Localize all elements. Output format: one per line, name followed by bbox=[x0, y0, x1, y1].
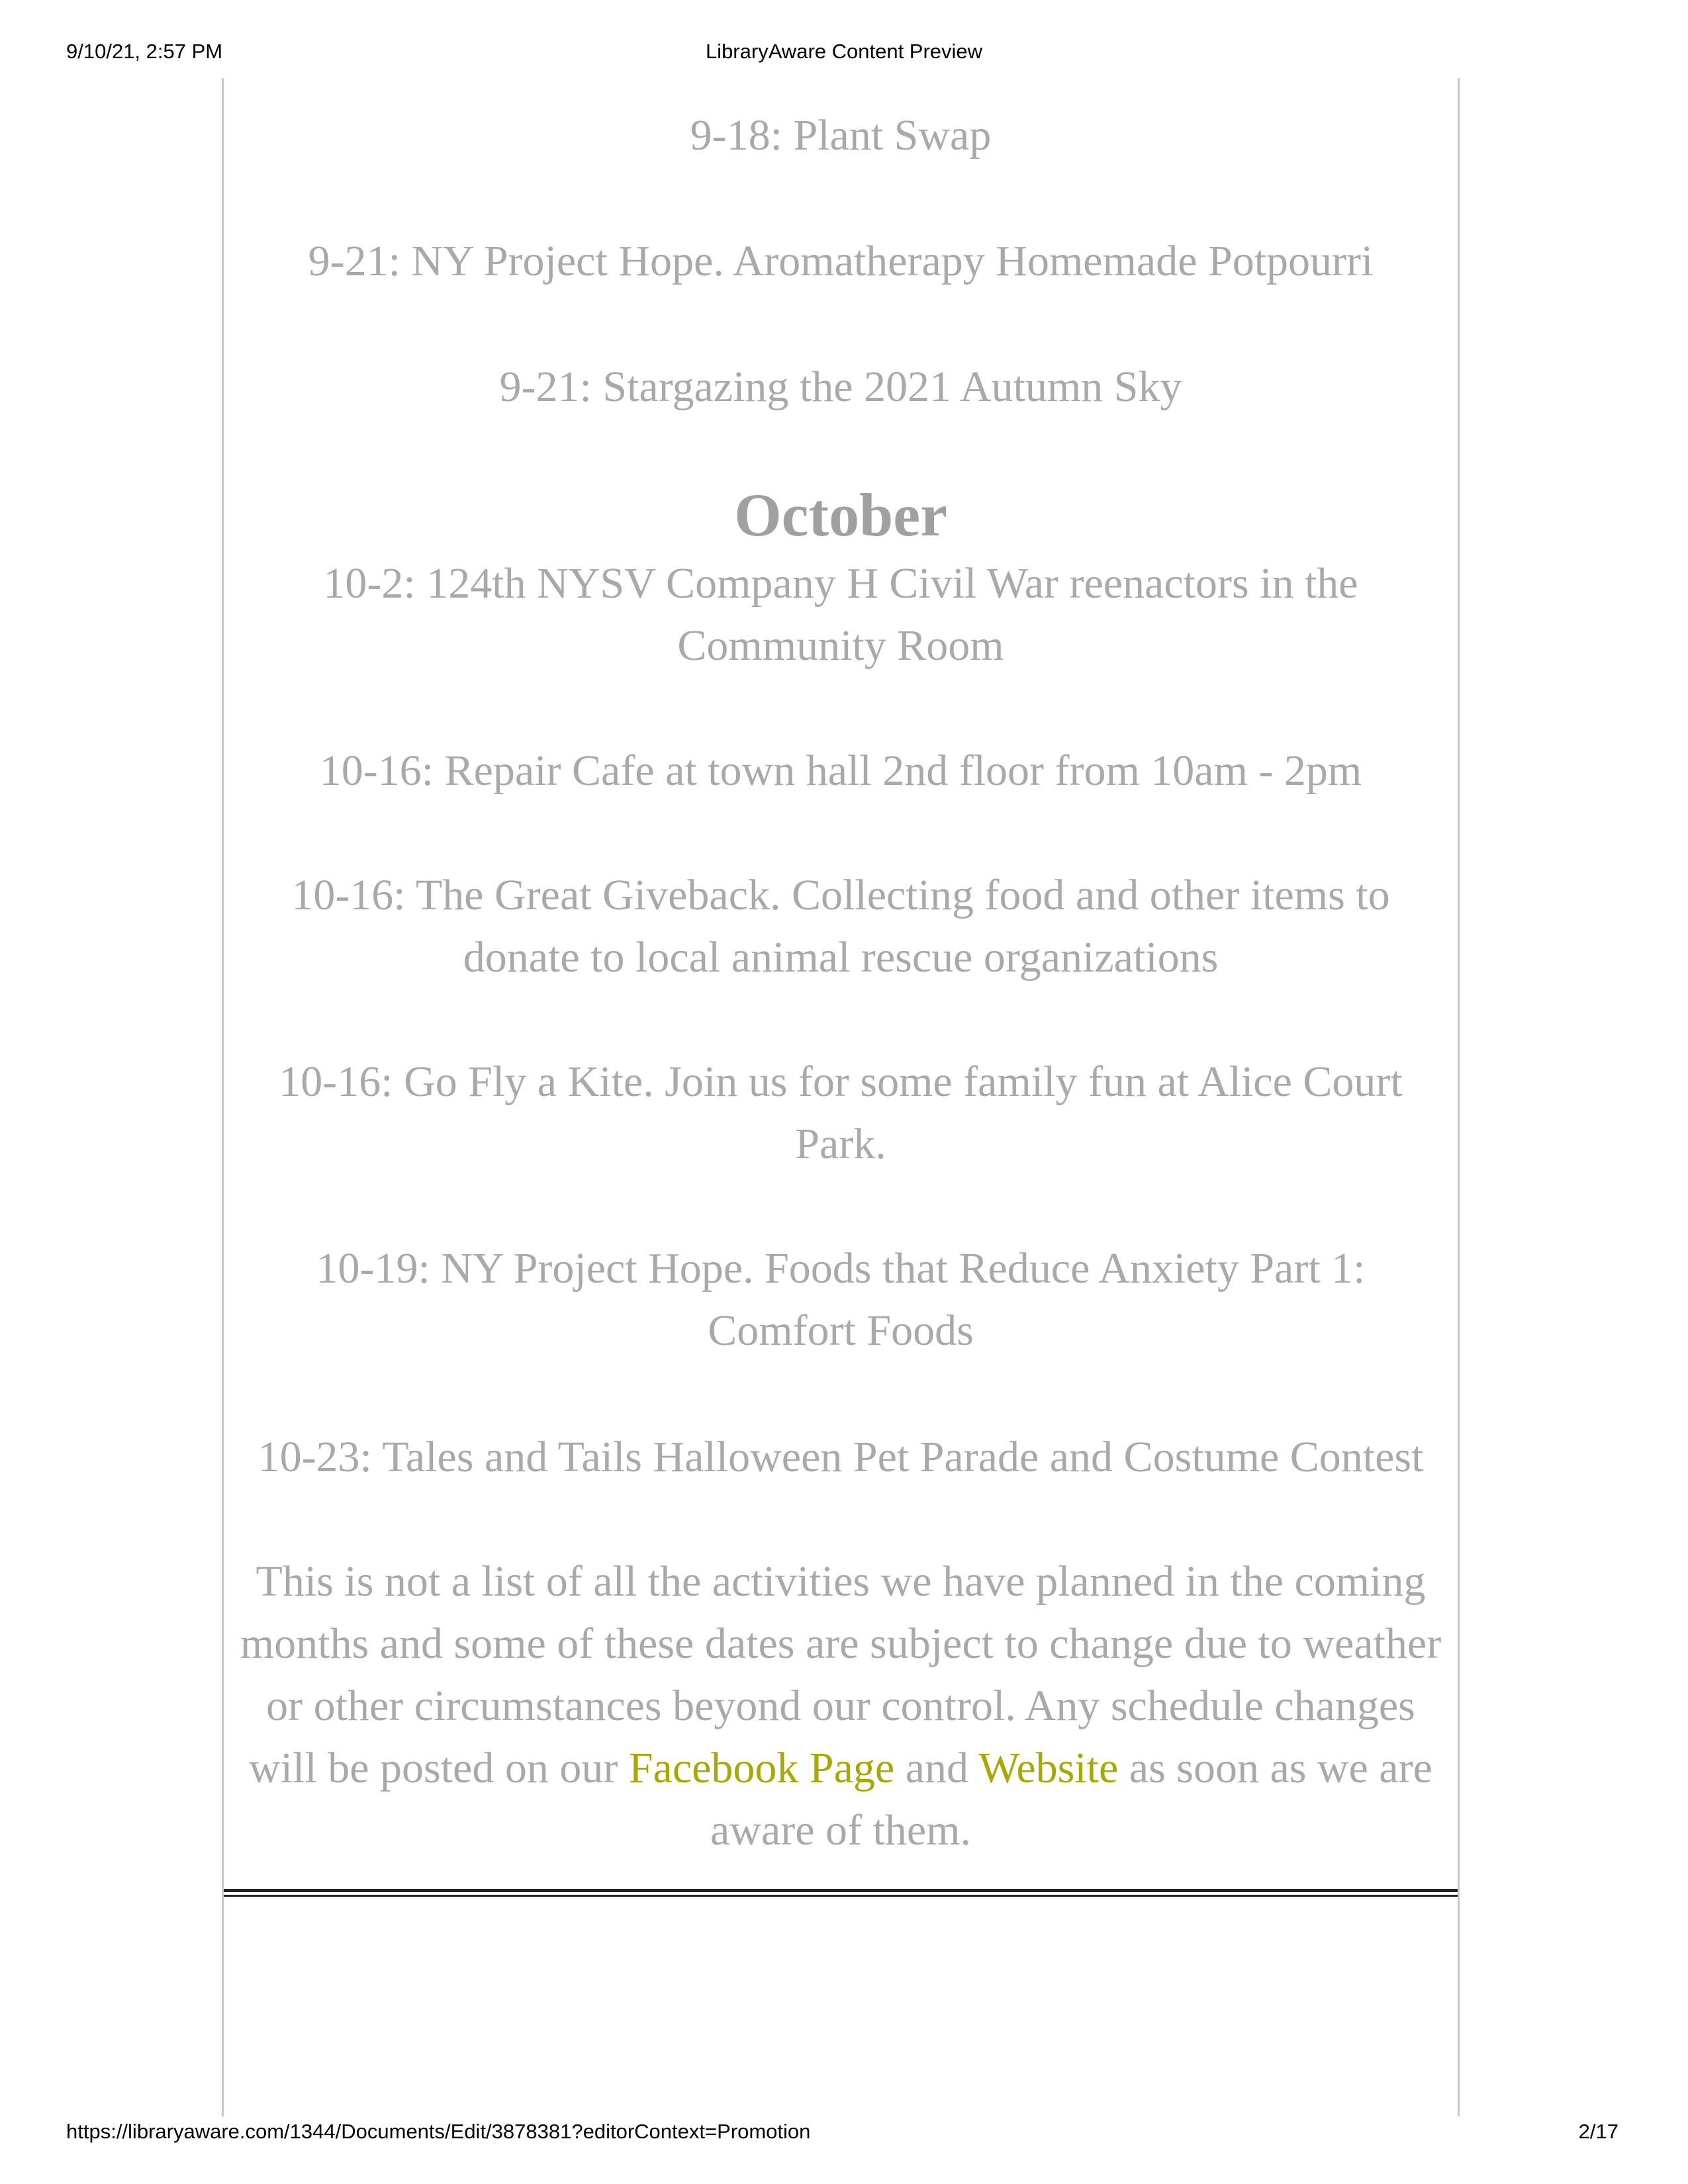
event-item: 10-23: Tales and Tails Halloween Pet Parade and Costume Contest bbox=[258, 1433, 1424, 1481]
section-divider bbox=[224, 1889, 1458, 1897]
disclaimer-text-end: as soon as we are aware of them. bbox=[710, 1744, 1432, 1854]
facebook-page-link[interactable]: Facebook Page bbox=[628, 1744, 895, 1792]
month-heading-october: October bbox=[734, 481, 947, 549]
disclaimer-text: This is not a list of all the activities we have planned in the coming months and some of these dates are subject to change due to weather or other circumstances beyond our control. Any schedule changes will be posted on our bbox=[240, 1557, 1442, 1792]
website-link[interactable]: Website bbox=[978, 1744, 1119, 1792]
event-item: 9-21: NY Project Hope. Aromatherapy Homemade Potpourri bbox=[308, 237, 1374, 285]
event-item: 9-21: Stargazing the 2021 Autumn Sky bbox=[499, 363, 1182, 411]
event-item: 9-18: Plant Swap bbox=[690, 111, 992, 159]
disclaimer-text-and: and bbox=[894, 1744, 979, 1792]
print-title: LibraryAware Content Preview bbox=[705, 40, 983, 63]
event-item: 10-16: Repair Cafe at town hall 2nd floor from 10am - 2pm bbox=[319, 747, 1362, 795]
print-header bbox=[0, 40, 1688, 66]
event-item: 10-2: 124th NYSV Company H Civil War reenactors in the Community Room bbox=[323, 559, 1358, 670]
event-item: 10-16: Go Fly a Kite. Join us for some family fun at Alice Court Park. bbox=[279, 1058, 1403, 1168]
print-footer bbox=[0, 2120, 1688, 2146]
newsletter-frame bbox=[222, 78, 1460, 2116]
event-item: 10-19: NY Project Hope. Foods that Reduce Anxiety Part 1: Comfort Foods bbox=[316, 1244, 1366, 1355]
page-number: 2/17 bbox=[1578, 2120, 1618, 2143]
print-url: https://libraryaware.com/1344/Documents/Edit/3878381?editorContext=Promotion bbox=[66, 2120, 811, 2143]
disclaimer-paragraph bbox=[230, 1551, 1451, 1862]
print-datetime: 9/10/21, 2:57 PM bbox=[66, 40, 223, 63]
event-item: 10-16: The Great Giveback. Collecting food and other items to donate to local animal rescue organizations bbox=[291, 871, 1390, 981]
